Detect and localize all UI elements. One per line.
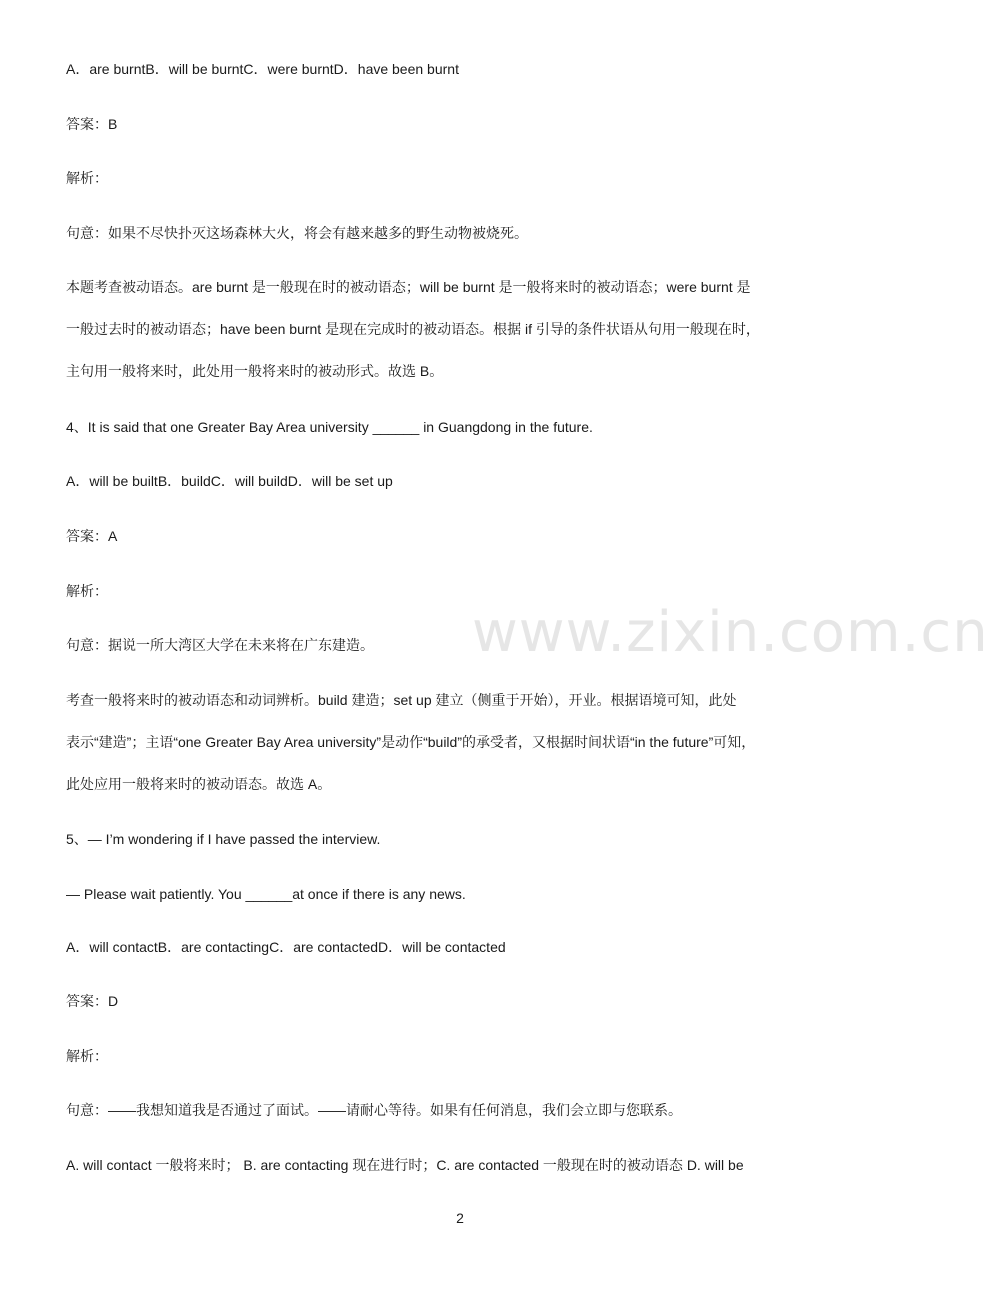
- q3-explanation-line: 一般过去时的被动语态；have been burnt 是现在完成时的被动语态。根据 if 引导的条件状语从句用一般现在时，: [66, 321, 760, 337]
- q3-answer: 答案：B: [66, 116, 118, 132]
- q5-explanation-partial: A. will contact 一般将来时； B. are contacting 现在进行时；C. are contacted 一般现在时的被动语态 D. will be: [66, 1157, 744, 1173]
- q5-meaning: 句意：——我想知道我是否通过了面试。——请耐心等待。如果有任何消息，我们会立即与您联系。: [66, 1102, 682, 1118]
- q4-analysis-label: 解析：: [66, 583, 108, 599]
- q3-meaning: 句意：如果不尽快扑灭这场森林大火，将会有越来越多的野生动物被烧死。: [66, 225, 528, 241]
- q3-options: A．are burntB．will be burntC．were burntD．have been burnt: [66, 61, 459, 77]
- q4-answer: 答案：A: [66, 528, 118, 544]
- q3-analysis-label: 解析：: [66, 170, 108, 186]
- q3-explanation-line: 本题考查被动语态。are burnt 是一般现在时的被动语态；will be burnt 是一般将来时的被动语态；were burnt 是: [66, 279, 751, 295]
- q4-meaning: 句意：据说一所大湾区大学在未来将在广东建造。: [66, 637, 374, 653]
- q5-answer: 答案：D: [66, 993, 119, 1009]
- q5-analysis-label: 解析：: [66, 1048, 108, 1064]
- q4-explanation: [66, 679, 858, 805]
- watermark: www.zixin.com.cn: [472, 600, 989, 665]
- q4-explanation-line: 表示“建造”；主语“one Greater Bay Area university”是动作“build”的承受者，又根据时间状语“in the future”可知，: [66, 734, 756, 750]
- q5-question-line1: 5、— I’m wondering if I have passed the interview.: [66, 831, 381, 847]
- q4-explanation-line: 考查一般将来时的被动语态和动词辨析。build 建造；set up 建立（侧重于开始），开业。根据语境可知，此处: [66, 692, 737, 708]
- q4-question: 4、It is said that one Greater Bay Area university ______ in Guangdong in the future.: [66, 419, 593, 435]
- q5-question-line2: — Please wait patiently. You ______at once if there is any news.: [66, 886, 466, 902]
- q5-options: A．will contactB．are contactingC．are contactedD．will be contacted: [66, 939, 506, 955]
- q4-explanation-line: 此处应用一般将来时的被动语态。故选 A。: [66, 776, 332, 792]
- q3-explanation: [66, 266, 858, 392]
- q3-explanation-line: 主句用一般将来时，此处用一般将来时的被动形式。故选 B。: [66, 363, 444, 379]
- page-number: 2: [456, 1210, 464, 1226]
- q4-options: A．will be builtB．buildC．will buildD．will be set up: [66, 473, 393, 489]
